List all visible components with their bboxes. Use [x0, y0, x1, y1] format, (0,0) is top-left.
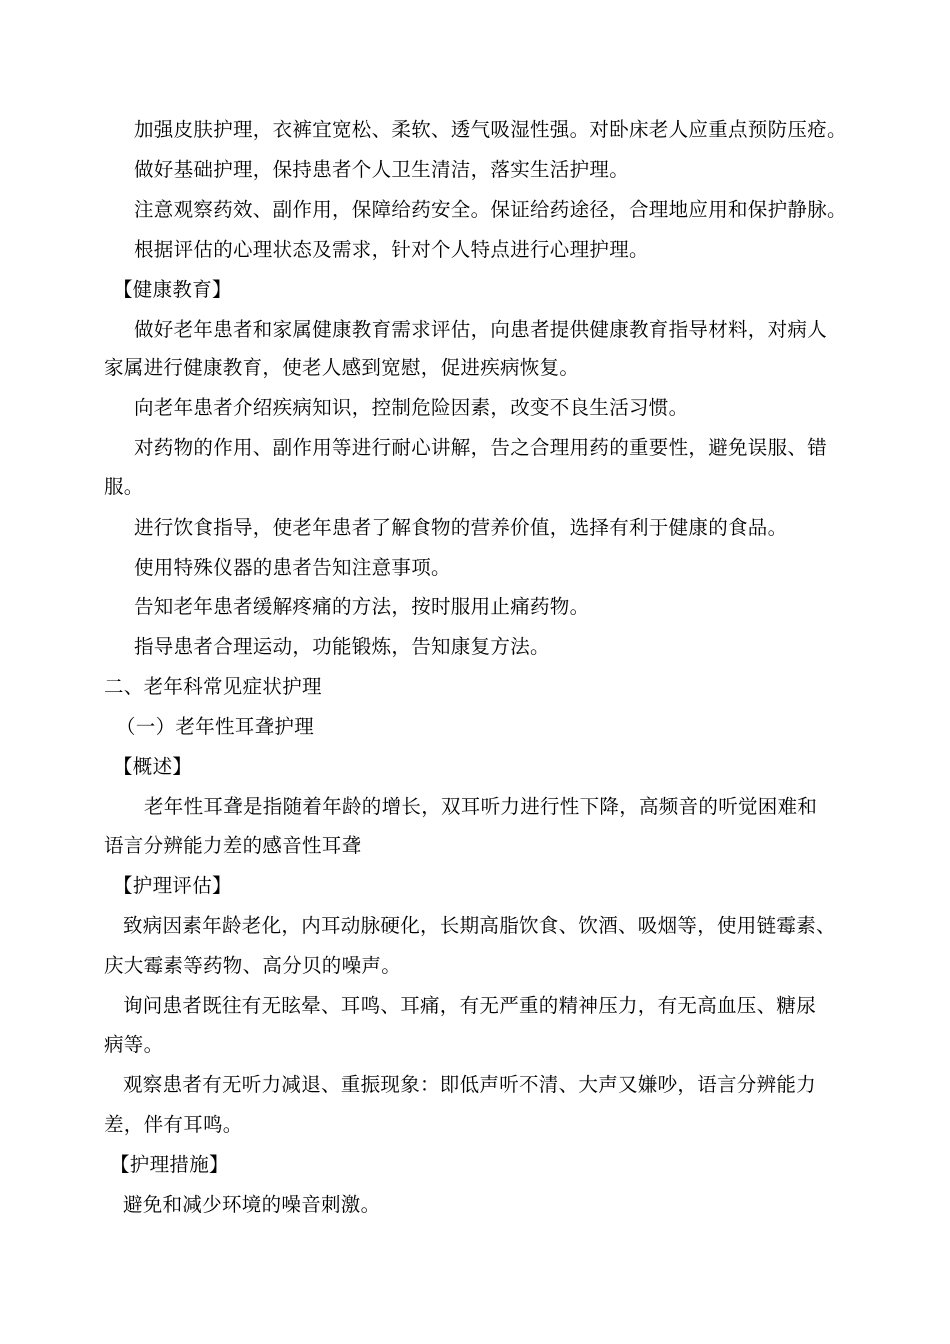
text-line: 指导患者合理运动，功能锻炼，告知康复方法。	[134, 635, 550, 658]
text-line: 做好基础护理，保持患者个人卫生清洁，落实生活护理。	[134, 158, 630, 181]
section-heading: 二、老年科常见症状护理	[104, 675, 322, 698]
subsection-heading: （一）老年性耳聋护理	[116, 715, 315, 738]
text-line: 使用特殊仪器的患者告知注意事项。	[134, 556, 451, 579]
text-line: 做好老年患者和家属健康教育需求评估，向患者提供健康教育指导材料，对病人	[134, 318, 828, 341]
text-line: 加强皮肤护理，衣裤宜宽松、柔软、透气吸湿性强。对卧床老人应重点预防压疮。	[134, 118, 847, 141]
text-line: 向老年患者介绍疾病知识，控制危险因素，改变不良生活习惯。	[134, 396, 689, 419]
section-heading: 【概述】	[113, 755, 193, 778]
text-line: 家属进行健康教育，使老人感到宽慰，促进疾病恢复。	[104, 356, 580, 379]
text-line: 语言分辨能力差的感音性耳聋	[104, 834, 362, 857]
text-line: 告知老年患者缓解疼痛的方法，按时服用止痛药物。	[134, 595, 590, 618]
text-line: 服。	[104, 475, 144, 498]
text-line: 病等。	[104, 1033, 164, 1056]
section-heading: 【护理评估】	[113, 874, 232, 897]
text-line: 询问患者既往有无眩晕、耳鸣、耳痛，有无严重的精神压力，有无高血压、糖尿	[123, 994, 817, 1017]
text-line: 致病因素年龄老化，内耳动脉硬化，长期高脂饮食、饮酒、吸烟等，使用链霉素、	[123, 914, 836, 937]
text-line: 差，伴有耳鸣。	[104, 1113, 243, 1136]
text-line: 根据评估的心理状态及需求，针对个人特点进行心理护理。	[134, 238, 649, 261]
section-heading: 【护理措施】	[110, 1153, 229, 1176]
text-line: 庆大霉素等药物、高分贝的噪声。	[104, 954, 402, 977]
text-line: 老年性耳聋是指随着年龄的增长，双耳听力进行性下降，高频音的听觉困难和	[144, 795, 818, 818]
text-line: 避免和减少环境的噪音刺激。	[123, 1193, 381, 1216]
section-heading: 【健康教育】	[113, 278, 232, 301]
text-line: 进行饮食指导，使老年患者了解食物的营养价值，选择有利于健康的食品。	[134, 516, 788, 539]
text-line: 对药物的作用、副作用等进行耐心讲解，告之合理用药的重要性，避免误服、错	[134, 436, 828, 459]
text-line: 观察患者有无听力减退、重振现象：即低声听不清、大声又嫌吵，语言分辨能力	[123, 1073, 817, 1096]
text-line: 注意观察药效、副作用，保障给药安全。保证给药途径，合理地应用和保护静脉。	[134, 198, 847, 221]
